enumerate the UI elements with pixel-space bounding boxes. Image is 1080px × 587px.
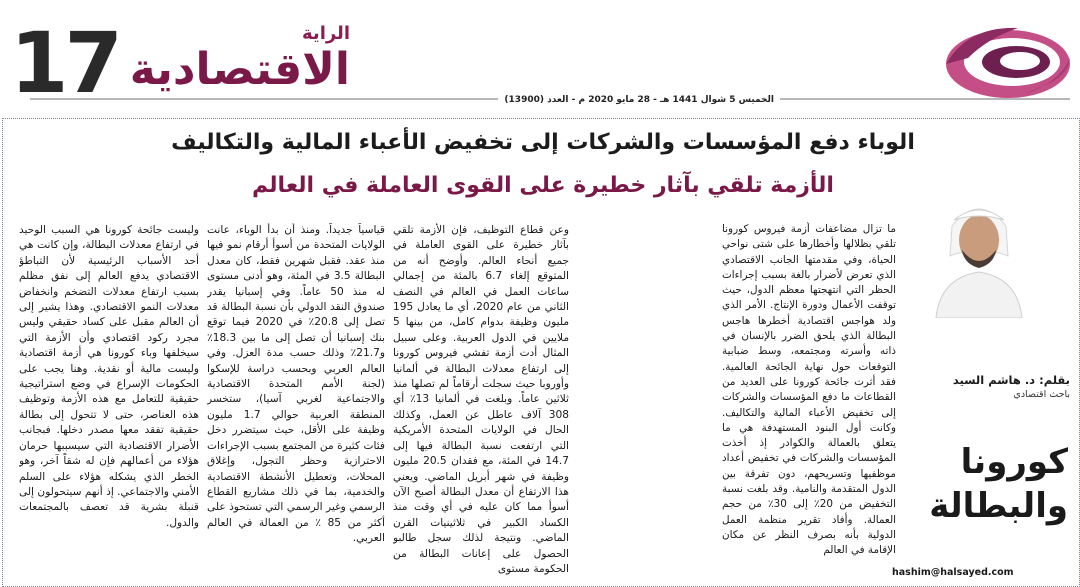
article-column-lead: [722, 222, 896, 584]
section-title: [129, 23, 350, 96]
headline-main: الوباء دفع المؤسسات والشركات إلى تخفيض الأعباء المالية والتكاليف: [171, 130, 915, 155]
column-text: وليست جائحة كورونا هي السبب الوحيد في ارتفاع معدلات البطالة، وإن كانت هي أحد الأسباب الرئيسية لأن التباطؤ الاقتصادي يدفع العالم إلى نفق مظلم بسبب ارتفاع معدلات التضخم وانخفاض معدلات النمو الاقتصادي. وهذا يشير إلى أن العالم مقبل على كساد حقيقي وليس مجرد ركود اقتصادي وأن الأزمة التي سيخلفها وباء كورونا هي أزمة اقتصادية وليست مالية أو نقدية. وهنا يجب على الحكومات الإسراع في وضع استراتيجية حقيقية للتعامل مع هذه الأزمة وتوظيف هذه العناصر، حتى لا تتحول إلى بطالة حقيقية تفقد معها مصدر دخلها. فبجانب الأضرار الاقتصادية التي سيسببها حرمان هؤلاء من أعمالهم فإن له شقاً آخر، وهو الخطر الذي يشكله هؤلاء على السلم الأمني والاجتماعي. إذ أنهم سيتحولون إلى قنبلة بشرية قد تعصف بالمجتمعات والدول.: [19, 224, 199, 529]
column-text: وعن قطاع التوظيف، فإن الأزمة تلقي بآثار خطيرة على القوى العاملة في جميع أنحاء العالم. وأوضح أنه من المتوقع إلغاء 6.7 بالمئة من إجمالي ساعات العمل في العالم في النصف الثاني من عام 2020، أي ما يعادل 195 مليون وظيفة بدوام كامل، من بينها 5 ملايين في الدول العربية. وعلى سبيل المثال أدت أزمة تفشي فيروس كورونا إلى ارتفاع معدلات البطالة في ألمانيا وأوروبا حيث سجلت أرقاماً لم تصلها منذ ثلاثين عاماً. وبلغت في ألمانيا 13٪ أي 308 آلاف عاطل عن العمل، وكذلك الحال في الولايات المتحدة الأمريكية التي ارتفعت نسبة البطالة فيها إلى 14.7 في المئة، مع فقدان 20.5 مليون وظيفة في شهر أبريل الماضي. ويعني هذا الارتفاع أن معدل البطالة أصبح الآن أسوأ مما كان عليه في أي وقت منذ الكساد الكبير في ثلاثينيات القرن الماضي. ونتيجة لذلك سجل طالبو الحصول على إعانات البطالة من الحكومة مستوى: [393, 224, 569, 575]
section-name: الاقتصادية: [129, 44, 350, 95]
column-title-line: كورونا: [960, 442, 1068, 482]
masthead: [0, 0, 1080, 118]
dateline: الخميس 5 شوال 1441 هـ - 28 مايو 2020 م - العدد (13900): [498, 95, 780, 105]
article-column: [393, 223, 569, 581]
page-number: 17: [10, 14, 119, 112]
author-photo-icon: [916, 186, 1042, 318]
author-name: بقلم: د. هاشم السيد: [952, 373, 1070, 387]
author-role: باحث اقتصادي: [1013, 389, 1070, 400]
newspaper-logo-icon: [928, 18, 1074, 104]
column-title: [900, 440, 1068, 528]
author-byline: [900, 372, 1070, 401]
column-title-line: والبطالة: [929, 486, 1068, 526]
article-column: [19, 223, 199, 581]
headline-sub: الأزمة تلقي بآثار خطيرة على القوى العاملة في العالم: [252, 173, 834, 198]
column-text: قياسياً جديداً. ومنذ أن بدأ الوباء، عانت الولايات المتحدة من أسوأ أرقام نمو فيها منذ عقد. فقبل شهرين فقط، كان معدل البطالة 3.5 في المئة، وهو أدنى مستوى له منذ 50 عاماً. وفي إسبانيا يقدر صندوق النقد الدولي بأن نسبة البطالة قد تصل إلى 20.8٪ في 2020 فيما توقع بنك إسبانيا أن تصل إلى ما بين 18.3٪ و21.7٪ وذلك حسب مدة العزل. وفي العالم العربي وبحسب دراسة للإسكوا (لجنة الأمم المتحدة الاقتصادية والاجتماعية لغربي آسيا)، ستخسر المنطقة العربية حوالي 1.7 مليون وظيفة على الأقل، حيث سيتضرر دخل فئات كثيرة من المجتمع بسبب الإجراءات الاحترازية وحظر التجول، وإغلاق المحلات، وتعطيل الأنشطة الاقتصادية والخدمية، بما في ذلك مشاريع القطاع الرسمي وغير الرسمي التي تستحوذ على أكثر من 85 ٪ من العمالة في العالم العربي.: [207, 224, 385, 545]
article-column: [207, 223, 385, 581]
author-email: hashim@halsayed.com: [892, 567, 1014, 578]
column-text: ما تزال مضاعفات أزمة فيروس كورونا تلقي بظلالها وأخطارها على شتى نواحي الحياة، وفي مقدمتها الجانب الاقتصادي الذي تعرض لأضرار بالغة بسبب إجراءات الحظر التي انتهجتها معظم الدول، حيث توقفت الأعمال ودورة الإنتاج. الأمر الذي ولد هواجس اقتصادية أخطرها هاجس البطالة الذي يلحق الضرر بالإنسان في ذاته وأسرته ومجتمعه، وسط ضبابية التوقعات حول نهاية الجائحة العالمية. فقد أثرت جائحة كورونا على العديد من القطاعات ما دفع المؤسسات والشركات إلى تخفيض الأعباء المالية والتكاليف. وكانت أول البنود المستهدفة هي ما يتعلق بالعمالة والكوادر إذ أخذت المؤسسات والشركات في تخفيض أعداد موظفيها وتسريحهم، دون تفرقة بين الدول المتقدمة والنامية. وقد بلغت نسبة التخفيض من 20٪ إلى 30٪ من حجم العمالة. وأفاد تقرير منظمة العمل الدولية بأنه بصرف النظر عن مكان الإقامة في العالم: [722, 223, 896, 557]
section-kicker: الراية: [302, 23, 350, 44]
